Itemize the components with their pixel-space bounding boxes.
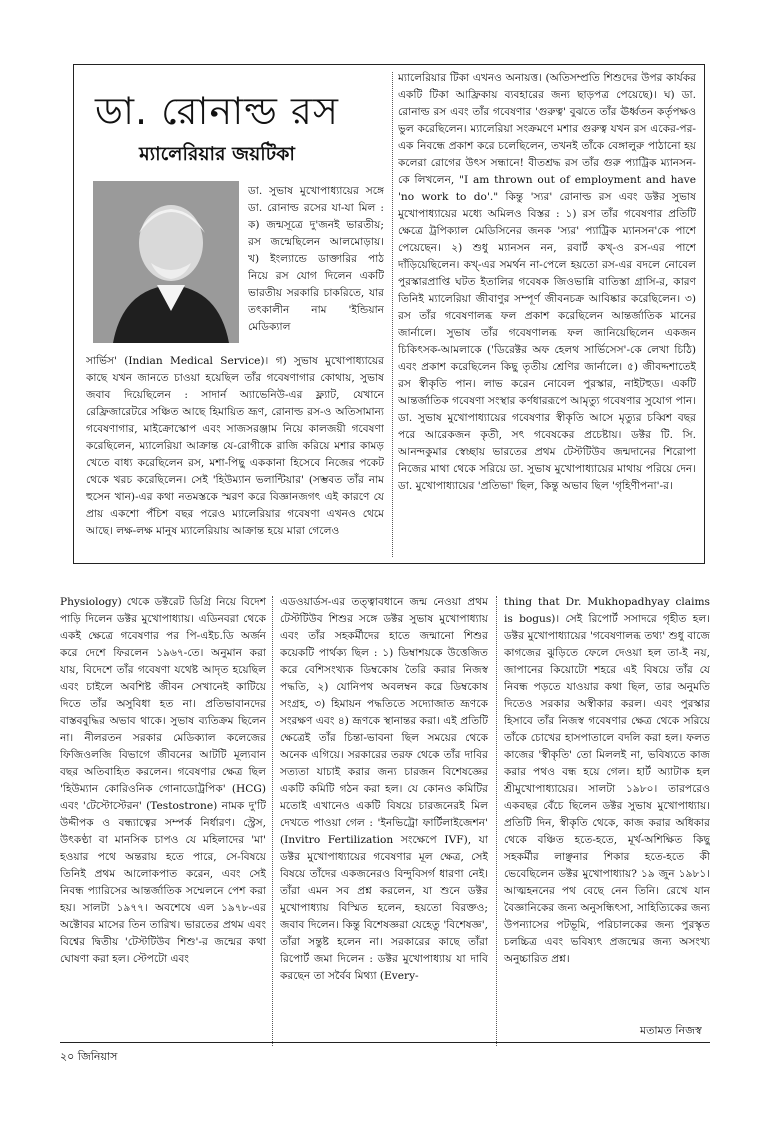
portrait-illustration [93,181,239,343]
page-number: ২০ জিনিয়াস [60,1050,118,1063]
column-divider-2 [496,596,497,1046]
box-text-right-column: ম্যালেরিয়ার টিকা এখনও অনায়ত্ত। (অতিসম্প্রতি শিশুদের উপর কার্যকর একটি টিকা আফ্রিকায় ব্যবহারের জন্য ছাড়পত্র পেয়েছে)। ঘ) ডা. রোনাল্ড রস এবং তাঁর গবেষণার 'গুরুত্ব' বুঝতে তাঁর ঊর্ধ্বতন কর্তৃপক্ষও ভুল করেছিলেন। ম্যালেরিয়া সংক্রমণে মশার গুরুত্ব যখন রস একের-পর-এক নিবন্ধে প্রকাশ করে চলেছিলেন, তখনই তাঁকে বেঙ্গালুরু পাঠানো হয় কলেরা রোগের উৎস সন্ধানে! বীতশ্রদ্ধ রস তাঁর গুরু প্যাট্রিক ম্যানসন-কে লিখলেন, "I am thrown out of employment and have 'no work to do'." কিন্তু 'স্যর' রোনাল্ড রস এবং ডক্টর সুভাষ মুখোপাধ্যায়ের মধ্যে অমিলও বিস্তর : ১) রস তাঁর গবেষণার প্রতিটি ক্ষেত্রে ট্রপিক্যাল মেডিসিনের জনক 'স্যর' প্যাট্রিক ম্যানসন'কে পাশে পেয়েছেন। ২) শুধু ম্যানসন নন, রবার্ট কখ্‌-ও রস-এর পাশে দাঁড়িয়েছিলেন। কখ্‌-এর সমর্থন না-পেলে হয়তো রস-এর বদলে নোবেল পুরস্কারপ্রাপ্তি ঘটত ইতালির গবেষক জিওভান্নি বাতিস্তা গ্রাসি-র, কারণ তিনিই ম্যালেরিয়া জীবাণুর সম্পূর্ণ জীবনচক্র আবিষ্কার করেছিলেন। ৩) রস তাঁর গবেষণালব্ধ ফল প্রকাশ করেছিলেন আন্তর্জাতিক মানের জার্নালে। সুভাষ তাঁর গবেষণালব্ধ ফল জানিয়েছিলেন একজন চিকিৎসক-আমলাকে ('ডিরেক্টর অফ হেলথ সার্ভিসেস'-কে লেখা চিঠি) এবং প্রকাশ করেছিলেন কিছু তৃতীয় শ্রেণির জার্নালে। ৫) জীবদ্দশাতেই রস স্বীকৃতি পান। লাভ করেন নোবেল পুরস্কার, নাইটহুড। একটি আন্তর্জাতিক গবেষণা সংস্থার কর্ণধাররূপে আমৃত্যু গবেষণার সুযোগ পান। ডা. সুভাষ মুখোপাধ্যায়ের গবেষণার স্বীকৃতি আসে মৃত্যুর চব্বিশ বছর পরে আরেকজন কৃতী, সৎ গবেষকের প্রচেষ্টায়। ডক্টর টি. সি. আনন্দকুমার স্বেচ্ছায় ভারতের প্রথম টেস্টটিউব জন্মদানের শিরোপা নিজের মাথা থেকে সরিয়ে ডা. সুভাষ মুখোপাধ্যায়ের মাথায় পরিয়ে দেন। ডা. মুখোপাধ্যায়ের 'প্রতিভা' ছিল, কিন্তু অভাব ছিল 'গৃহিণীপনা'-র। [398,72,696,492]
footer-rule [60,1042,710,1043]
box-text-beside-photo: ডা. সুভাষ মুখোপাধ্যায়ের সঙ্গে ডা. রোনাল্ড রসের যা-যা মিল : ক) জন্মসূত্রে দু'জনই ভারতীয়; রস জন্মেছিলেন আলমোড়ায়। খ) ইংল্যান্ডে ডাক্তারির পাঠ নিয়ে রস যোগ দিলেন একটি ভারতীয় সরকারি চাকরিতে, যার তৎকালীন নাম 'ইন্ডিয়ান মেডিক্যাল [248,185,384,333]
column-divider-1 [272,596,273,1046]
box-column-divider [392,72,393,557]
article-subtitle: ম্যালেরিয়ার জয়টিকা [139,143,295,165]
portrait-photo [93,181,239,343]
body-column-3: thing that Dr. Mukhopadhyay claims is bogus)। সেই রিপোর্ট সসাদরে গৃহীত হল। ডক্টর মুখোপাধ্যায়ের 'গবেষণালব্ধ তথ্য' শুধু বাজে কাগজের ঝুড়িতে ফেলে দেওয়া হল তা-ই নয়, জাপানের কিয়োটো শহরে এই বিষয়ে তাঁর যে নিবন্ধ পড়তে যাওয়ার কথা ছিল, তার অনুমতি দিতেও সরকার অস্বীকার করল। এবং পুরস্কার হিসাবে তাঁর নিজস্ব গবেষণার ক্ষেত্র থেকে সরিয়ে তাঁকে চোখের হাসপাতালে বদলি করা হল। ফলত কাজের 'স্বীকৃতি' তো মিললই না, ভবিষ্যতে কাজ করার পথও বন্ধ হয়ে গেল। হার্ট অ্যাটাক হল শ্রীমুখোপাধ্যায়ের। সালটা ১৯৮০। তারপরেও একবছর বেঁচে ছিলেন ডক্টর সুভাষ মুখোপাধ্যায়। প্রতিটি দিন, স্বীকৃতি থেকে, কাজ করার অধিকার থেকে বঞ্চিত হতে-হতে, মূর্খ-অশিক্ষিত কিছু সহকর্মীর লাঞ্ছনার শিকার হতে-হতে কী ভেবেছিলেন ডক্টর মুখোপাধ্যায়? ১৯ জুন ১৯৮১। আত্মহননের পথ বেছে নেন তিনি। রেখে যান বৈজ্ঞানিকের জন্য অনুসন্ধিৎসা, সাহিত্যিকের জন্য উপন্যাসের পটভূমি, পরিচালকের জন্য পুরস্কৃত চলচ্চিত্র এবং ভবিষ্যৎ প্রজন্মের জন্য অসংখ্য অনুচ্চারিত প্রশ্ন। [504,596,710,965]
box-text-below-photo: সার্ভিস' (Indian Medical Service)। গ) সুভাষ মুখোপাধ্যায়ের কাছে যখন জানতে চাওয়া হয়েছিল তাঁর গবেষণাগার কোথায়, সুভাষ জবাব দিয়েছিলেন : সাদার্ন অ্যাভেনিউ-এর ফ্ল্যাট, যেখানে রেফ্রিজারেটরে সঞ্চিত আছে হিমায়িত ভ্রূণ, রোনাল্ড রস-ও অতিসামান্য গবেষণাগার, মাইক্রোস্কোপ এবং সাজসরঞ্জাম নিয়ে কালজয়ী গবেষণা করেছিলেন, ম্যালেরিয়া আক্রান্ত যে-রোগীকে রাজি করিয়ে মশার কামড় খেতে বাধ্য করেছিলেন রস, মশা-পিছু এককানা হিসেবে নিজের পকেট থেকে খরচ করেছিলেন। সেই 'হিউম্যান ভলান্টিয়ার' (সম্ভবত তাঁর নাম হুসেন খান)-এর কথা নতমস্তকে স্মরণ করে বিজ্ঞানজগৎ এই কারণে যে প্রায় একশো পঁচিশ বছর পরেও ম্যালেরিয়ার গবেষণা এখনও থেমে আছে। লক্ষ-লক্ষ মানুষ ম্যালেরিয়ায় আক্রান্ত হয়ে মারা গেলেও [86,355,384,537]
body-column-2: এডওয়ার্ডস-এর তত্ত্বাবধানে জন্ম নেওয়া প্রথম টেস্টটিউব শিশুর সঙ্গে ডক্টর সুভাষ মুখোপাধ্যায় এবং তাঁর সহকর্মীদের হাতে জন্মানো শিশুর কয়েকটি পার্থক্য ছিল : ১) ডিম্বাশয়কে উত্তেজিত করে বেশিসংখ্যক ডিম্বকোষ তৈরি করার নিজস্ব পদ্ধতি, ২) যোনিপথ অবলম্বন করে ডিম্বকোষ সংগ্রহ, ৩) হিমায়ন পদ্ধতিতে সদ্যোজাত ভ্রূণকে সংরক্ষণ এবং ৪) ভ্রূণকে স্থানান্তর করা। এই প্রতিটি ক্ষেত্রেই তাঁর চিন্তা-ভাবনা ছিল সময়ের থেকে অনেক এগিয়ে। সরকারের তরফ থেকে তাঁর দাবির সত্যতা যাচাই করার জন্য চারজন বিশেষজ্ঞের একটি কমিটি গঠন করা হল। যে কোনও কমিটির মতোই এখানেও একটি বিষয়ে চারজনেরই মিল দেখতে পাওয়া গেল : 'ইনভিট্রো ফার্টিলাইজেশন' (Invitro Fertilization সংক্ষেপে IVF), যা ডক্টর মুখোপাধ্যায়ের গবেষণার মূল ক্ষেত্র, সেই বিষয়ে তাঁদের একজনেরও বিন্দুবিসর্গ ধারণা নেই। তাঁরা এমন সব প্রশ্ন করলেন, যা শুনে ডক্টর মুখোপাধ্যায় বিস্মিত হলেন, হয়তো বিরক্তও; জবাব দিলেন। কিন্তু বিশেষজ্ঞরা যেহেতু 'বিশেষজ্ঞ', তাঁরা সন্তুষ্ট হলেন না। সরকারের কাছে তাঁরা রিপোর্ট জমা দিলেন : ডক্টর মুখোপাধ্যায় যা দাবি করছেন তা সর্বৈব মিথ্যা (Every- [280,596,488,982]
body-column-1: Physiology) থেকে ডক্টরেট ডিগ্রি নিয়ে বিদেশ পাড়ি দিলেন ডক্টর মুখোপাধ্যায়। এডিনবরা থেকে একই ক্ষেত্রে গবেষণার পর পি-এইচ.ডি অর্জন করে দেশে ফিরলেন ১৯৬৭-তে। অনুমান করা যায়, বিদেশে তাঁর গবেষণা যথেষ্ট আদৃত হয়েছিল এবং চাইলে অবশিষ্ট জীবন সেখানেই কাটিয়ে দিতে তাঁর অসুবিধা হত না। প্রতিভাবানদের বাস্তববুদ্ধির অভাব থাকে। সুভাষ ব্যতিক্রম ছিলেন না। নীলরতন সরকার মেডিক্যাল কলেজের ফিজিওলজি বিভাগে জীবনের আটটি মূল্যবান বছর অতিবাহিত করলেন। গবেষণার ক্ষেত্র ছিল 'হিউম্যান কোরিওনিক গোনাডোট্রপিক' (HCG) এবং 'টেস্টোস্টেরন' (Testostrone) নামক দু'টি উদ্দীপক ও বন্ধ্যাত্বের সম্পর্ক নির্ধারণ। স্ট্রেস, উৎকণ্ঠা বা মানসিক চাপও যে মহিলাদের 'মা' হওয়ার পথে অন্তরায় হতে পারে, সে-বিষয়ে তিনিই প্রথম আলোকপাত করেন, এবং সেই নিবন্ধ প্যারিসের আন্তর্জাতিক সম্মেলনে পেশ করা হয়। সালটা ১৯৭৭। অবশেষে এল ১৯৭৮-এর অক্টোবর মাসের তিন তারিখ। ভারতের প্রথম এবং বিশ্বের দ্বিতীয় 'টেস্টটিউব শিশু'-র জন্মের কথা ঘোষণা করা হল। স্টেপটো এবং [60,596,266,965]
article-title: ডা. রোনাল্ড রস [95,89,339,133]
author-note: মতামত নিজস্ব [640,1024,702,1037]
